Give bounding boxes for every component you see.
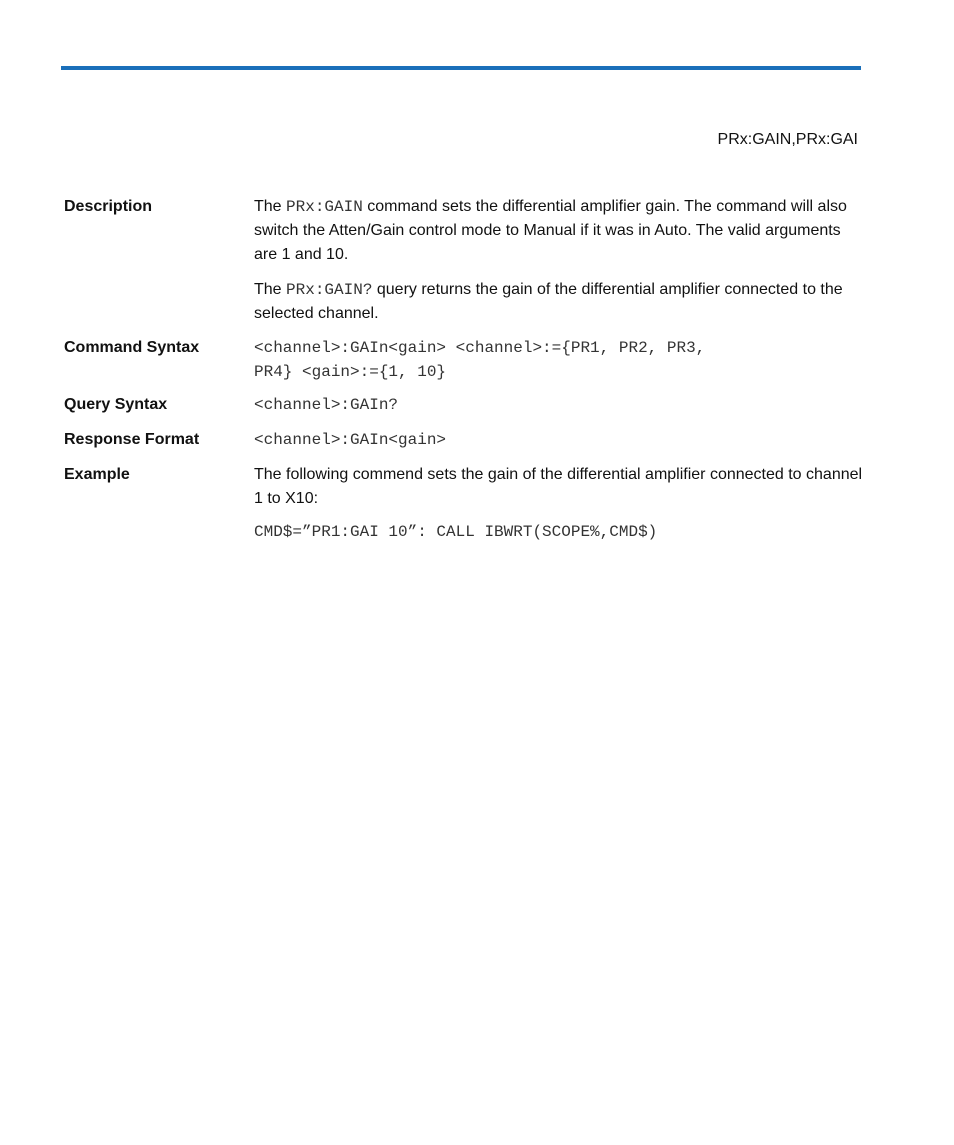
description-paragraph-1: The PRx:GAIN command sets the differential amplifier gain. The command will also switch the Atten/Gain control mode to Manual if it was in Auto. The valid arguments are 1 and 10. — [254, 198, 847, 263]
description-content — [254, 195, 864, 326]
command-syntax-line-2: PR4} <gain>:={1, 10} — [254, 363, 447, 381]
response-format-value: <channel>:GAIn<gain> — [254, 431, 447, 449]
description-label: Description — [64, 198, 153, 215]
command-syntax-content — [254, 336, 864, 384]
command-syntax-line-1: <channel>:GAIn<gain> <channel>:={PR1, PR2, PR3, — [254, 339, 706, 357]
example-label: Example — [64, 466, 130, 483]
query-syntax-label: Query Syntax — [64, 396, 168, 413]
description-paragraph-2: The PRx:GAIN? query returns the gain of the differential amplifier connected to the selected channel. — [254, 281, 843, 322]
example-code: CMD$=”PR1:GAI 10”: CALL IBWRT(SCOPE%,CMD$) — [254, 523, 658, 541]
running-header-reference: PRx:GAIN,PRx:GAI — [717, 131, 858, 148]
example-text: The following commend sets the gain of the differential amplifier connected to channel 1 to X10: — [254, 466, 863, 507]
response-format-content — [254, 428, 864, 452]
command-code: PRx:GAIN — [286, 198, 363, 216]
response-format-label: Response Format — [64, 431, 200, 448]
query-code: PRx:GAIN? — [286, 281, 373, 299]
example-content — [254, 463, 864, 544]
header-rule — [61, 66, 861, 70]
query-syntax-value: <channel>:GAIn? — [254, 396, 399, 414]
query-syntax-content — [254, 393, 864, 417]
command-syntax-label: Command Syntax — [64, 339, 200, 356]
